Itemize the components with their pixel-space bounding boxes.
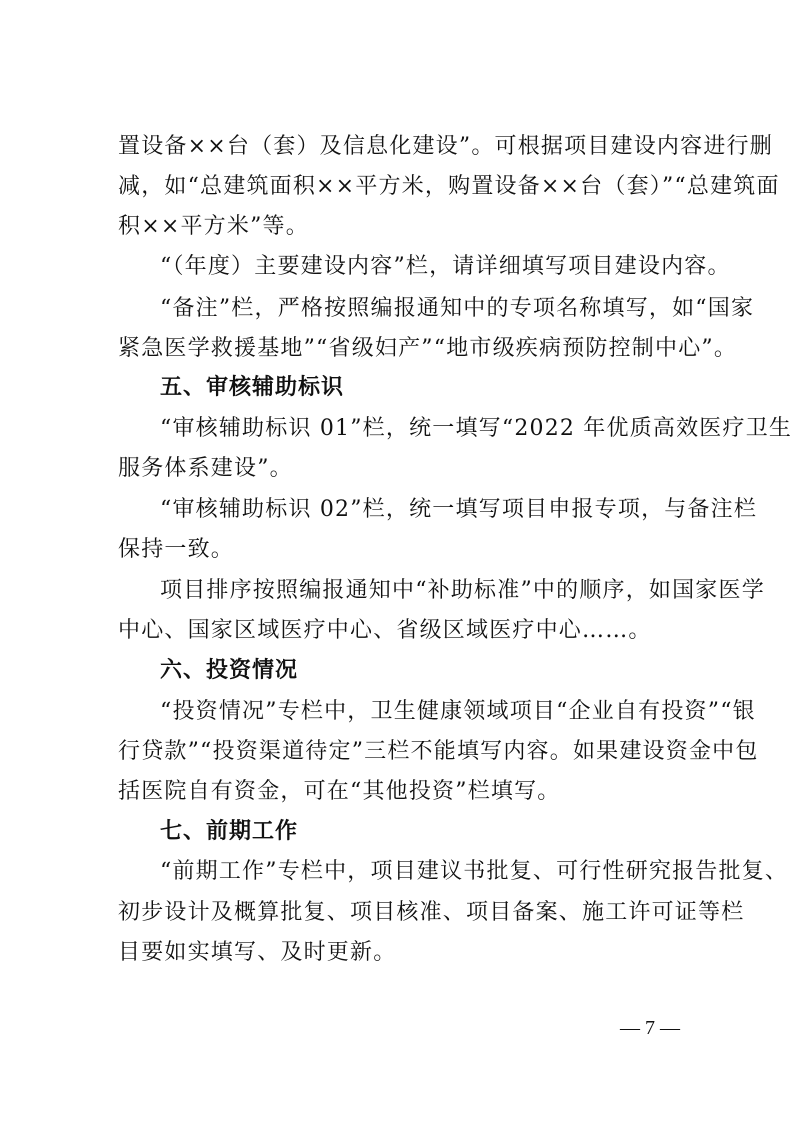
- section-heading: 六、投资情况: [160, 658, 299, 683]
- paragraph-line: 初步设计及概算批复、项目核准、项目备案、施工许可证等栏: [118, 900, 745, 925]
- page-number: — 7 —: [620, 1017, 680, 1039]
- paragraph-line: “审核辅助标识 01”栏，统一填写“2022 年优质高效医疗卫生: [160, 416, 793, 441]
- paragraph-line: 积××平方米”等。: [118, 214, 309, 239]
- paragraph-line: 保持一致。: [118, 537, 235, 562]
- section-heading: 七、前期工作: [160, 819, 299, 844]
- paragraph-line: “备注”栏，严格按照编报通知中的专项名称填写，如“国家: [160, 296, 755, 321]
- paragraph-line: 减，如“总建筑面积××平方米，购置设备××台（套）”“总建筑面: [118, 174, 780, 199]
- paragraph-line: 项目排序按照编报通知中“补助标准”中的顺序，如国家医学: [160, 578, 765, 603]
- paragraph-line: 括医院自有资金，可在“其他投资”栏填写。: [118, 779, 561, 804]
- paragraph-line: 目要如实填写、及时更新。: [118, 940, 397, 965]
- paragraph-line: 行贷款”“投资渠道待定”三栏不能填写内容。如果建设资金中包: [118, 739, 759, 764]
- paragraph-line: 置设备××台（套）及信息化建设”。可根据项目建设内容进行删: [118, 134, 773, 159]
- paragraph-line: “（年度）主要建设内容”栏，请详细填写项目建设内容。: [160, 254, 731, 279]
- paragraph-line: 紧急医学救援基地”“省级妇产”“地市级疾病预防控制中心”。: [118, 336, 738, 361]
- paragraph-line: “审核辅助标识 02”栏，统一填写项目申报专项，与备注栏: [160, 497, 758, 522]
- paragraph-line: “前期工作”专栏中，项目建议书批复、可行性研究报告批复、: [160, 859, 789, 884]
- paragraph-line: 服务体系建设”。: [118, 456, 293, 481]
- paragraph-line: 中心、国家区域医疗中心、省级区域医疗中心……。: [118, 618, 652, 643]
- paragraph-line: “投资情况”专栏中，卫生健康领域项目“企业自有投资”“银: [160, 699, 756, 724]
- section-heading: 五、审核辅助标识: [160, 375, 345, 400]
